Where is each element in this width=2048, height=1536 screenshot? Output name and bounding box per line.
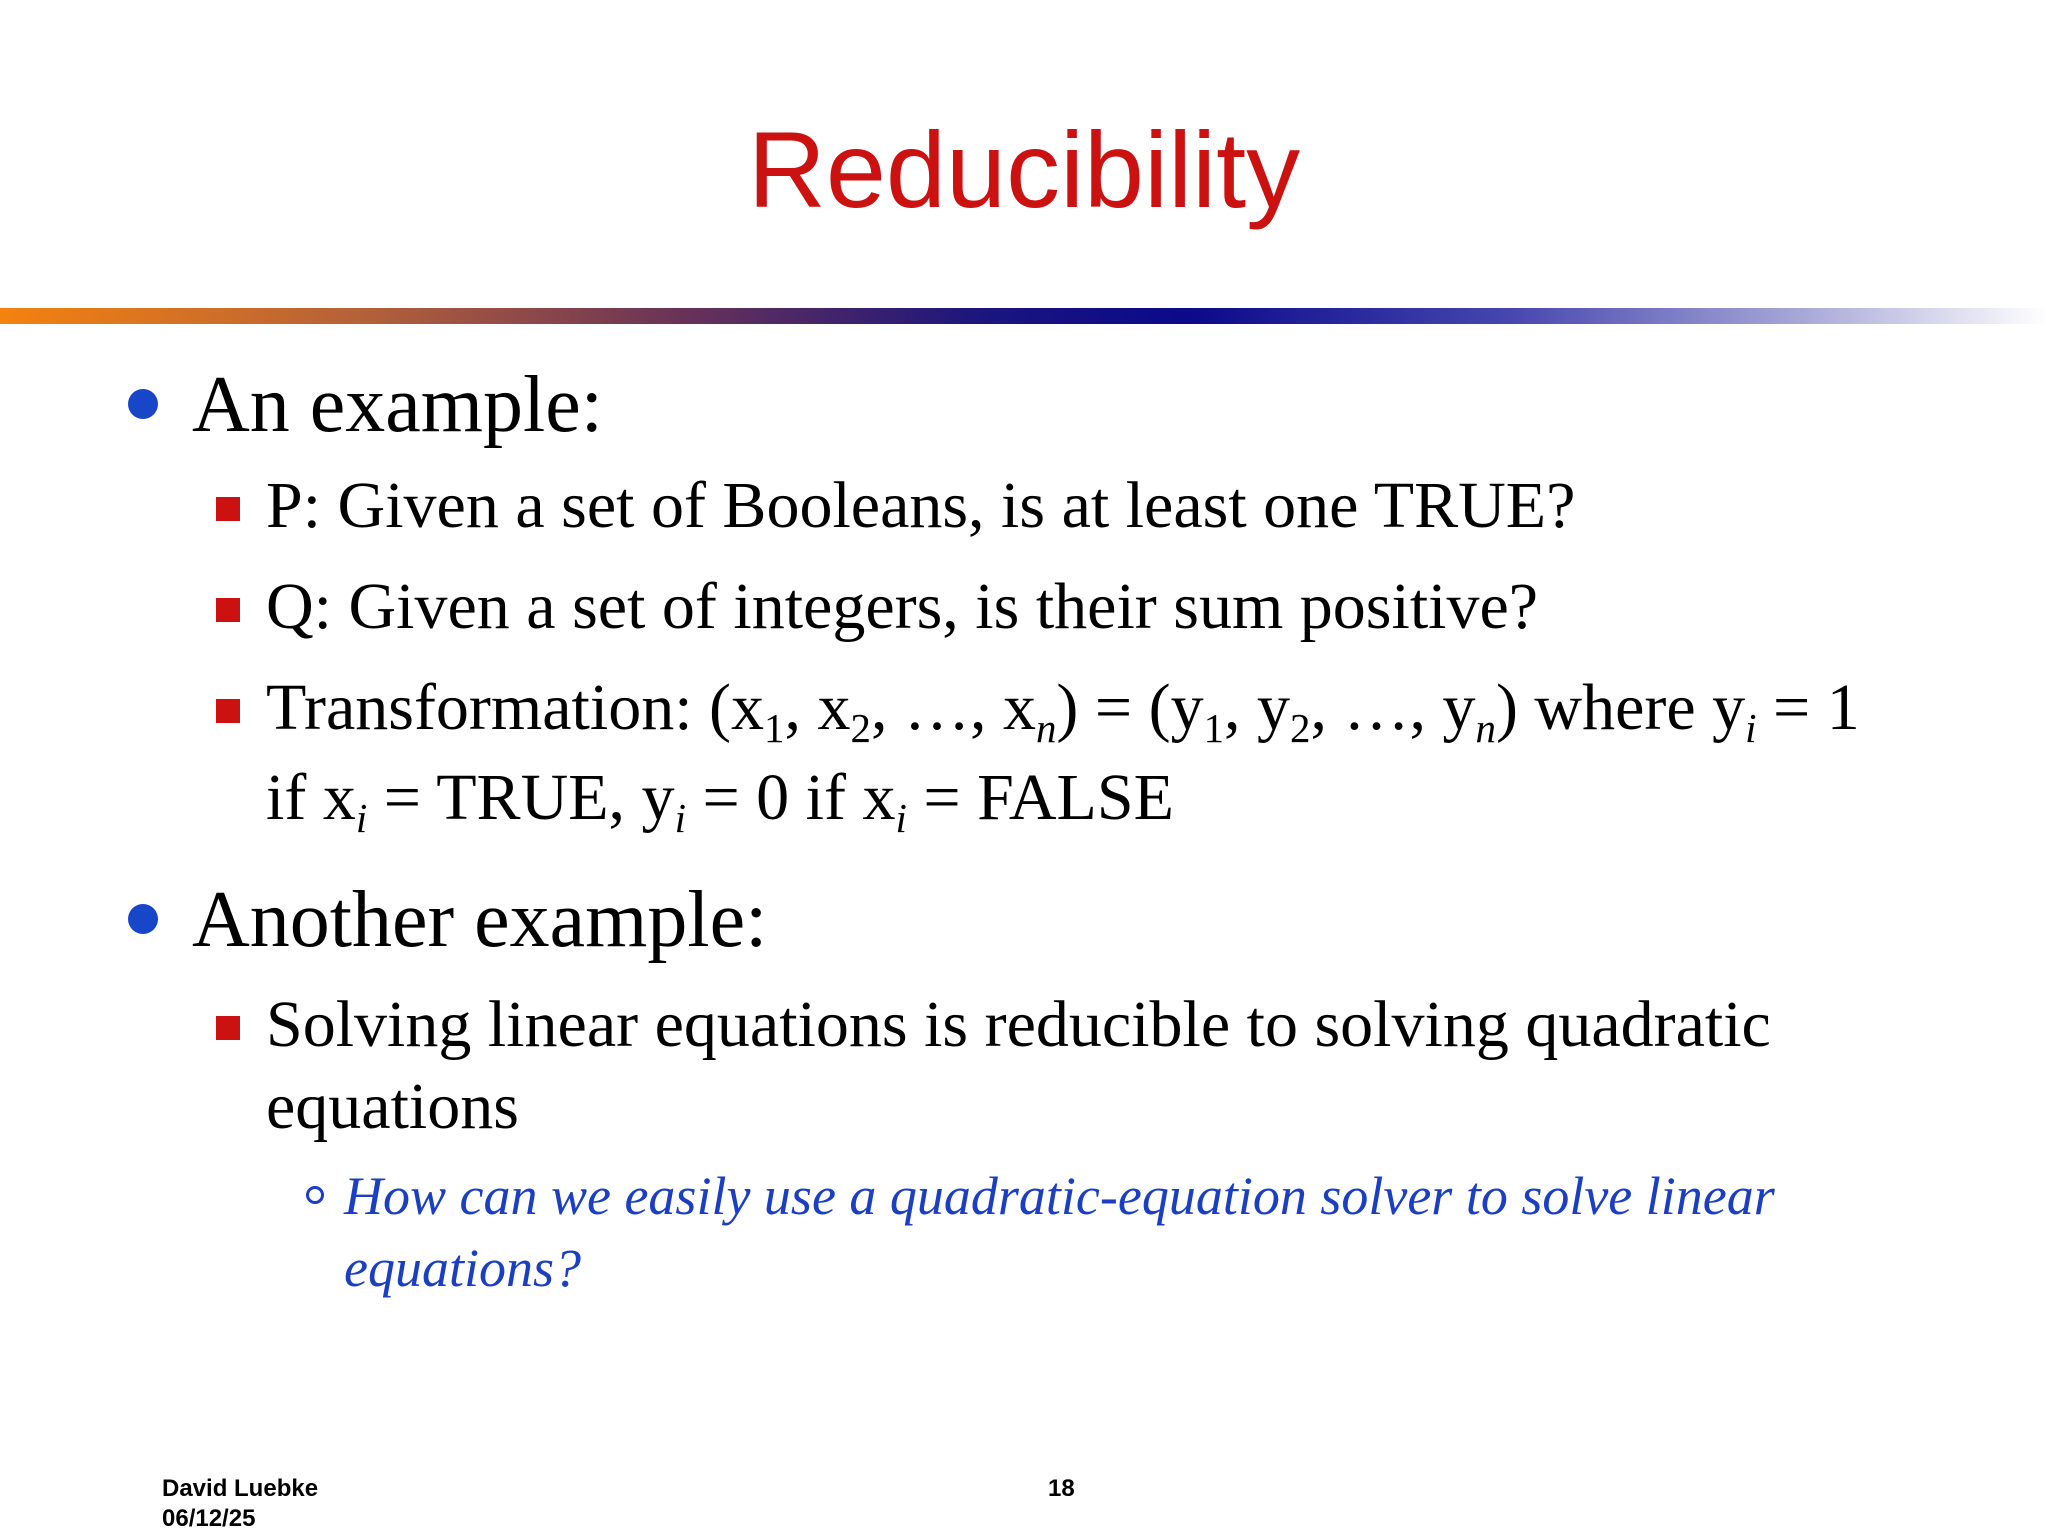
q-problem-line: Q: Given a set of integers, is their sum positive?: [266, 570, 1539, 643]
bullet-an-example: An example:: [192, 361, 603, 449]
footer-author: David Luebke: [162, 1475, 319, 1502]
bullet-square-transform: [216, 699, 240, 723]
bullet-ring-question: [306, 1186, 324, 1204]
question-line-2: equations?: [344, 1238, 581, 1298]
p-problem-line: P: Given a set of Booleans, is at least one TRUE?: [266, 469, 1576, 542]
title-divider: [0, 308, 2048, 324]
solving-line-1: Solving linear equations is reducible to solving quadratic: [266, 988, 1771, 1061]
footer-date: 06/12/25: [162, 1505, 256, 1532]
bullet-another-example: Another example:: [192, 876, 768, 964]
slide-title: Reducibility: [747, 109, 1301, 230]
bullet-dot-2: [128, 904, 158, 934]
page-number: 18: [1048, 1475, 1075, 1502]
bullet-square-solving: [216, 1016, 240, 1040]
solving-line-2: equations: [266, 1070, 519, 1143]
transformation-line-1: Transformation: ($x_1$, $x_2$, …, $x_n) = (y_1$, $y_2$, …, $y_n$) where $y_i = 1$: [266, 671, 1860, 752]
question-line-1: How can we easily use a quadratic-equation solver to solve linear: [344, 1166, 1775, 1226]
bullet-square-q: [216, 598, 240, 622]
bullet-square-p: [216, 497, 240, 521]
transformation-line-2: if $x_i$ = TRUE, $y_i = 0$ if $x_i$ = FALSE: [266, 761, 1174, 842]
bullet-dot-1: [128, 389, 158, 419]
